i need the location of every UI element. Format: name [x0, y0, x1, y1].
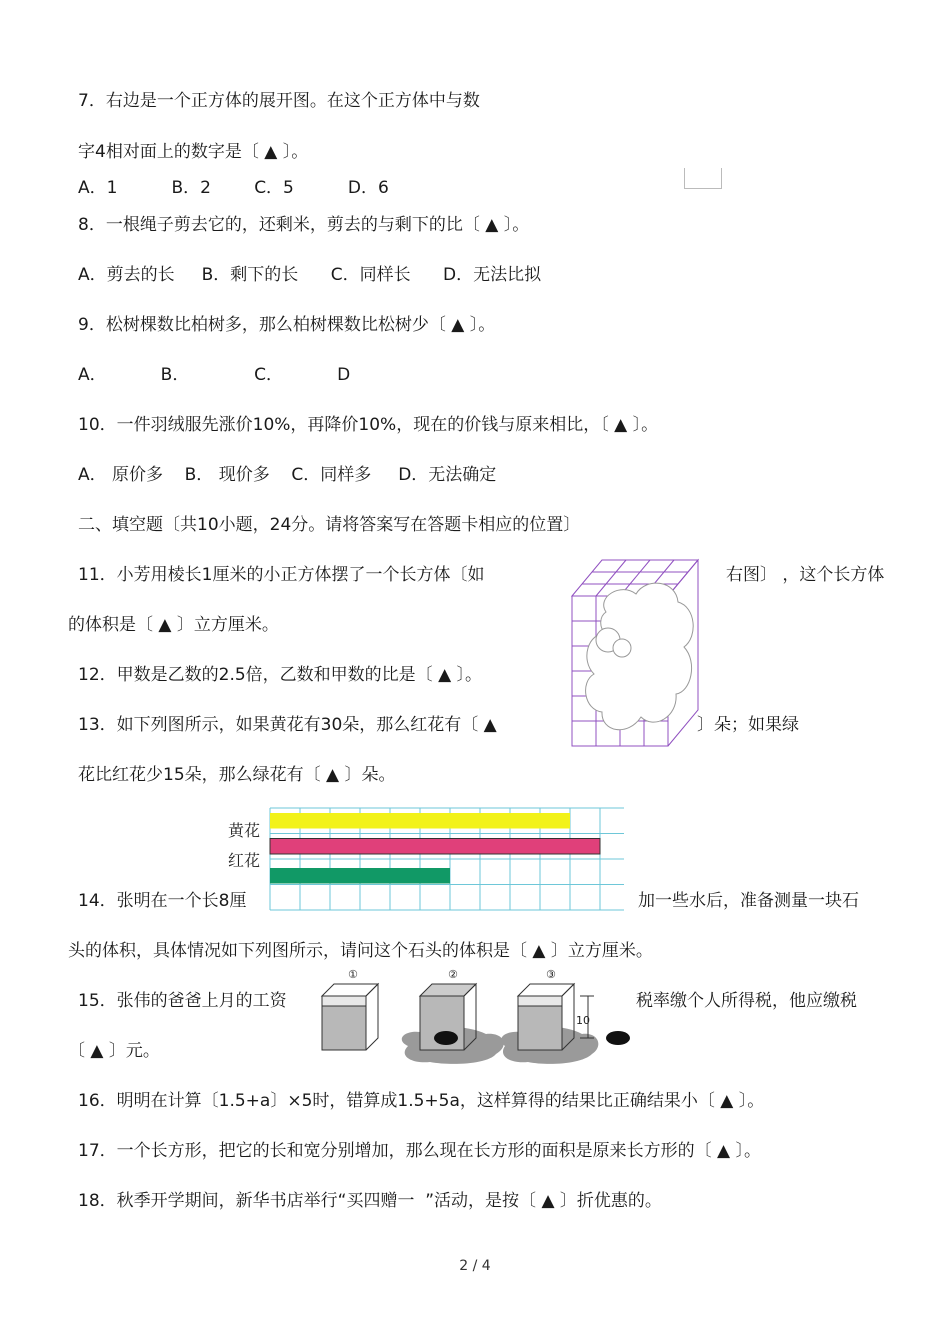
net-figure-fragment: [684, 168, 722, 189]
q17-line: 17．一个长方形，把它的长和宽分别增加，那么现在长方形的面积是原来长方形的〔 ▲ 〕。: [78, 1141, 762, 1161]
stone-measurement-figure: [300, 966, 640, 1076]
container-label-2: ②: [448, 968, 458, 981]
q14-line1-left: 14．张明在一个长8厘: [78, 891, 247, 911]
q15-line2: 〔 ▲ 〕元。: [68, 1041, 160, 1061]
q8-options: A．剪去的长 B．剩下的长 C．同样长 D．无法比拟: [78, 265, 542, 285]
q9-options: A． B． C． D: [78, 365, 351, 385]
q15-line1-left: 15．张伟的爸爸上月的工资: [78, 991, 287, 1011]
bar-label-red: 红花: [228, 851, 261, 870]
q8-line: 8．一根绳子剪去它的，还剩米，剪去的与剩下的比〔 ▲ 〕。: [78, 215, 530, 235]
section-two-heading: 二、填空题〔共10小题，24分。请将答案写在答题卡相应的位置〕: [78, 515, 581, 535]
q11-line1-left: 11．小芳用棱长1厘米的小正方体摆了一个长方体〔如: [78, 565, 485, 585]
q14-line2: 头的体积，具体情况如下列图所示，请问这个石头的体积是〔 ▲ 〕立方厘米。: [68, 941, 653, 961]
q10-options: A． 原价多 B． 现价多 C．同样多 D．无法确定: [78, 465, 497, 485]
q16-line: 16．明明在计算〔1.5+a〕×5时，错算成1.5+5a，这样算得的结果比正确结果小〔 ▲ 〕。: [78, 1091, 765, 1111]
q11-line1-right: 右图〕 ，这个长方体: [726, 565, 885, 585]
container-label-3: ③: [546, 968, 556, 981]
q13-line2: 花比红花少15朵，那么绿花有〔 ▲ 〕朵。: [78, 765, 396, 785]
q7-line1: 7．右边是一个正方体的展开图。在这个正方体中与数: [78, 91, 480, 111]
bar-green: [270, 868, 450, 884]
q13-line1-left: 13．如下列图所示，如果黄花有30朵，那么红花有〔 ▲: [78, 715, 497, 735]
q9-line: 9．松树棵数比柏树多，那么柏树棵数比松树少〔 ▲ 〕。: [78, 315, 496, 335]
q7-options: A．1 B．2 C．5 D．6: [78, 178, 389, 198]
container-label-1: ①: [348, 968, 358, 981]
height-label: 10: [576, 1014, 590, 1027]
q14-line1-right: 加一些水后，准备测量一块石: [638, 891, 859, 911]
q15-line1-right: 税率缴个人所得税，他应缴税: [636, 991, 857, 1011]
q7-line2: 字4相对面上的数字是〔 ▲ 〕。: [78, 142, 309, 162]
q10-line: 10．一件羽绒服先涨价10%，再降价10%，现在的价钱与原来相比，〔 ▲ 〕。: [78, 415, 659, 435]
bar-label-yellow: 黄花: [228, 821, 261, 840]
q13-line1-right: 〕朵；如果绿: [697, 715, 799, 735]
q18-line: 18．秋季开学期间，新华书店举行“买四赠一 ”活动，是按〔 ▲ 〕折优惠的。: [78, 1191, 662, 1211]
q11-line2: 的体积是〔 ▲ 〕立方厘米。: [68, 615, 279, 635]
q12-line: 12．甲数是乙数的2.5倍，乙数和甲数的比是〔 ▲ 〕。: [78, 665, 483, 685]
page-number: 2 / 4: [459, 1258, 491, 1274]
flower-bar-chart: [224, 800, 624, 918]
bar-red: [270, 839, 600, 855]
bar-yellow: [270, 813, 570, 829]
cuboid-figure: [566, 552, 706, 752]
